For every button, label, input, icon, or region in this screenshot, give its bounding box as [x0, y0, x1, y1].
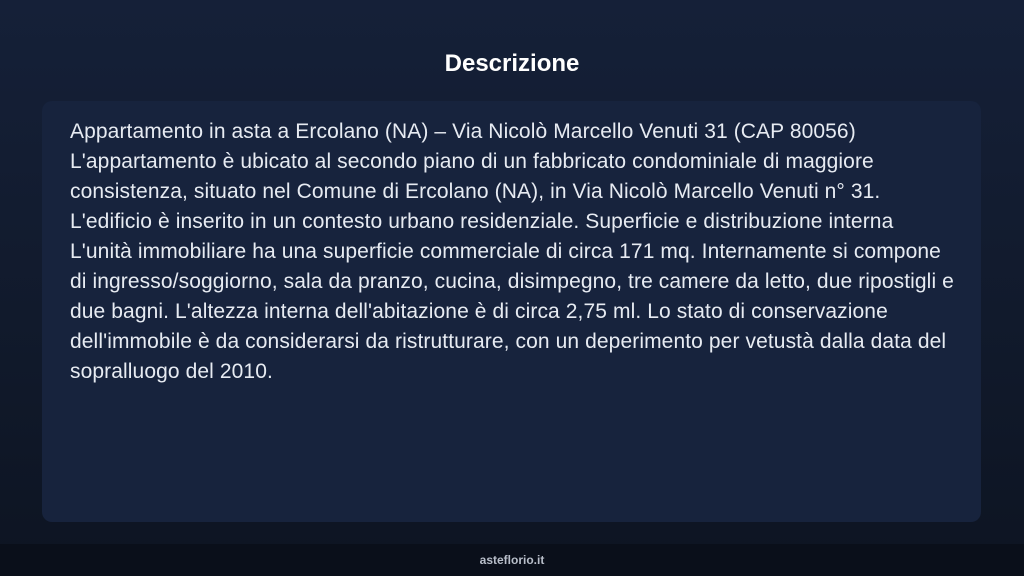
page-title: Descrizione — [444, 50, 580, 77]
footer-bar — [0, 544, 1024, 576]
description-text: Appartamento in asta a Ercolano (NA) – Via Nicolò Marcello Venuti 31 (CAP 80056) L'appartamento è ubicato al secondo piano di un fabbricato condominiale di maggiore consistenza, situato nel Comune di Ercolano (NA), in Via Nicolò Marcello Venuti n° 31. L'edificio è inserito in un contesto urbano residenziale. Superficie e distribuzione interna L'unità immobiliare ha una superficie commerciale di circa 171 mq. Internamente si compone di ingresso/soggiorno, sala da pranzo, cucina, disimpegno, tre camere da letto, due ripostigli e due bagni. L'altezza interna dell'abitazione è di circa 2,75 ml. Lo stato di conservazione dell'immobile è da considerarsi da ristrutturare, con un deperimento per vetustà dalla data del sopralluogo del 2010. — [70, 120, 954, 383]
description-card — [42, 101, 981, 522]
footer-site-label: asteflorio.it — [479, 553, 545, 567]
